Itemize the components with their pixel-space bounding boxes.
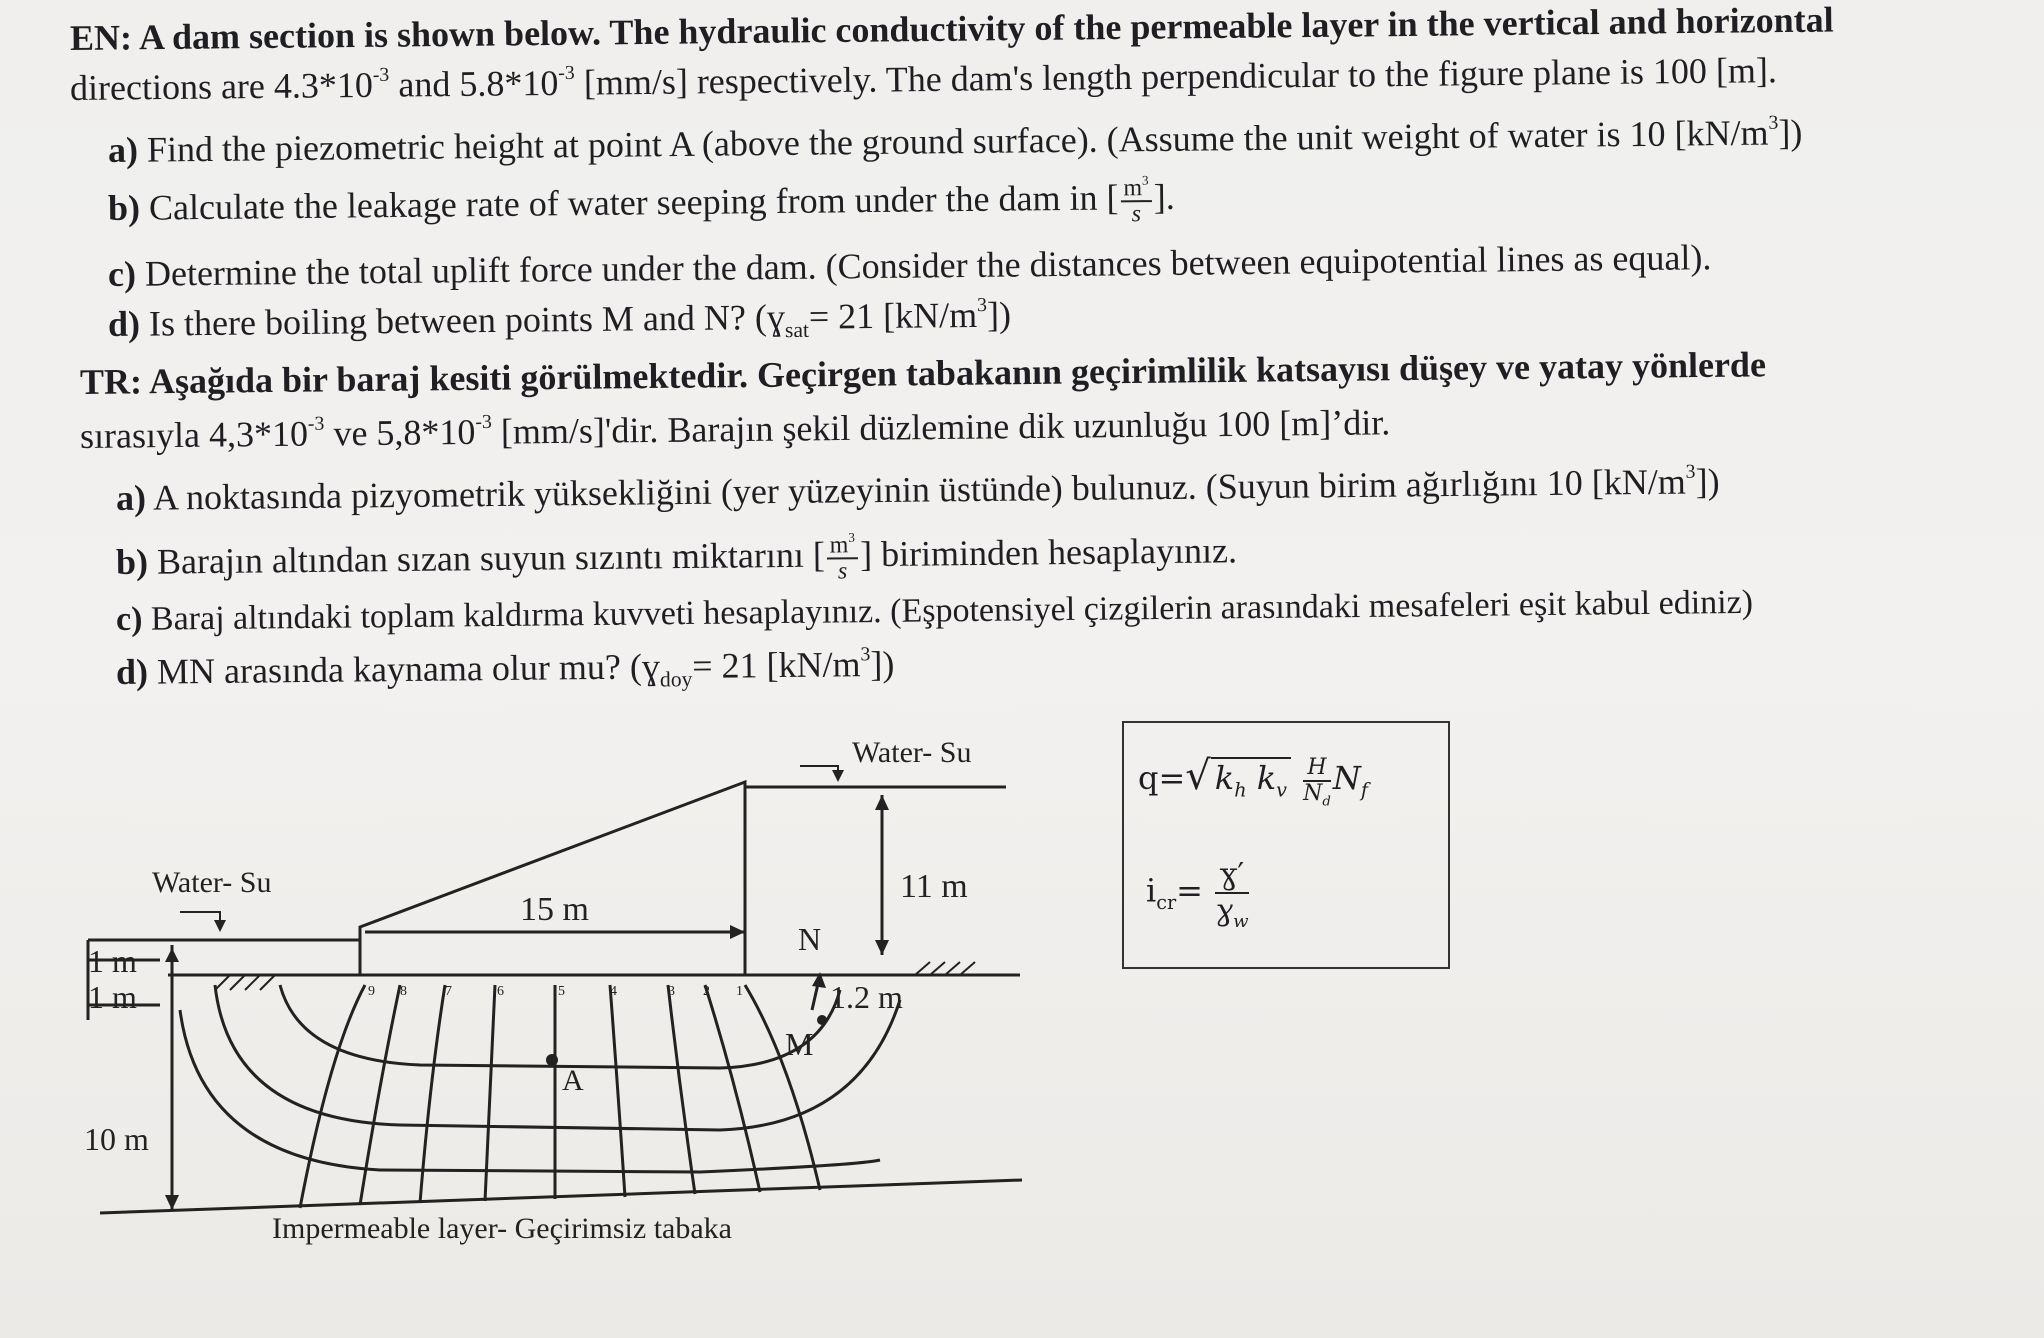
impermeable-line — [100, 1180, 1022, 1213]
dim-1m-bottom-label: 1 m — [88, 979, 137, 1015]
arrow-11m-down — [875, 940, 889, 955]
water-label-right: Water- Su — [852, 736, 972, 769]
equipotential-6 — [485, 985, 495, 1201]
tr-intro-text: TR: Aşağıda bir baraj kesiti görülmektedir. Geçirgen tabakanın geçirimlilik katsayısı düşey ve yatay yönlerde — [79, 344, 1767, 402]
flow-line-3 — [180, 1010, 880, 1172]
exp: 3 — [1685, 460, 1696, 483]
formula-box — [1122, 721, 1450, 969]
gamma-sub: sat — [784, 317, 810, 343]
question-text: Baraj altındaki toplam kaldırma kuvveti hesaplayınız. (Eşpotensiyel çizgilerin arasındaki mesafeleri eşit kabul ediniz) — [150, 583, 1754, 638]
sqrt-sign: √ — [1185, 753, 1211, 799]
arrow-1m-up — [165, 948, 179, 962]
question-text-2: = 21 [kN/m — [808, 294, 978, 337]
question-label: c) — [107, 253, 137, 294]
dim-11m-label: 11 m — [900, 868, 968, 905]
question-text-2: = 21 [kN/m — [692, 644, 861, 686]
arrow-15m-right — [730, 925, 745, 939]
arrow-11m-up — [875, 795, 889, 810]
question-end: ]) — [1778, 112, 1803, 153]
question-end: ]) — [1695, 461, 1720, 502]
frac-den: s — [837, 558, 848, 585]
k: k — [1256, 759, 1277, 797]
dam-body — [360, 782, 745, 975]
dim-15m-label: 15 m — [520, 891, 589, 928]
eq-num: 8 — [400, 984, 407, 999]
eq-num: 2 — [703, 984, 710, 999]
gamma-prime: ɣ′ — [1215, 858, 1248, 894]
gamma-w — [1215, 893, 1249, 932]
seepage-formula — [1138, 753, 1368, 809]
tr-kv-text: sırasıyla 4,3*10 — [79, 413, 309, 456]
equipotential-9 — [300, 985, 365, 1208]
question-end: ]) — [986, 294, 1012, 335]
impermeable-label: Impermeable layer- Geçirimsiz tabaka — [272, 1212, 732, 1245]
eq-num: 4 — [610, 984, 617, 999]
label-N: N — [798, 921, 822, 957]
frac-den: s — [1131, 200, 1142, 228]
question-text: Is there boiling between points M and N? (ɣ — [148, 296, 786, 344]
tr-length-text: [mm/s]'dir. Barajın şekil düzlemine dik uzunluğu 100 [m]’dir. — [491, 402, 1391, 452]
en-intro-text: EN: A dam section is shown below. The hydraulic conductivity of the permeable layer in the vertical and horizontal — [69, 0, 1834, 58]
sqrt-content — [1211, 757, 1291, 802]
question-label: d) — [107, 303, 141, 344]
k: k — [1214, 759, 1235, 797]
question-text: Barajın altından sızan suyun sızıntı miktarını [ — [156, 534, 826, 582]
H-over-Nd — [1303, 754, 1331, 809]
question-text: A noktasında pizyometrik yüksekliğini (yer yüzeyinin üstünde) bulunuz. (Suyun birim ağırlığını 10 [kN/m — [152, 461, 1686, 518]
en-exp: -3 — [558, 61, 575, 85]
equipotential-8 — [360, 985, 400, 1205]
water-label-left: Water- Su — [152, 866, 272, 899]
arrow-10m-down — [165, 1195, 179, 1210]
en-exp: -3 — [372, 63, 390, 86]
equipotential-2 — [705, 985, 760, 1192]
question-label: a) — [115, 477, 147, 518]
i-equals: = — [1176, 871, 1203, 910]
i-letter: i — [1146, 871, 1157, 910]
eq-num: 1 — [736, 984, 743, 999]
exp: 3 — [1768, 111, 1779, 134]
k-h-sub: h — [1234, 778, 1247, 802]
exp: 3 — [860, 643, 871, 666]
question-end: ]) — [870, 643, 895, 685]
point-A-dot — [546, 1054, 558, 1066]
eq-num: 9 — [368, 984, 375, 999]
frac-H: H — [1303, 756, 1331, 782]
question-label: b) — [107, 187, 141, 228]
gamma-sub: doy — [659, 667, 693, 692]
gamma-w-sub: w — [1233, 911, 1249, 932]
en-kh-text: and 5.8*10 — [389, 62, 559, 105]
label-M: M — [785, 1026, 814, 1062]
en-length-text: [mm/s] respectively. The dam's length perpendicular to the figure plane is 100 [m]. — [574, 50, 1778, 103]
frac-exp: 3 — [848, 529, 855, 545]
eq-num: 7 — [445, 984, 452, 999]
dim-1m-top-label: 1 m — [88, 943, 137, 979]
i-sub: cr — [1156, 890, 1177, 914]
frac-num: m — [1123, 174, 1143, 202]
eq-num: 5 — [558, 984, 565, 999]
water-arrow-left-stem — [180, 912, 220, 925]
equipotential-3 — [668, 985, 695, 1194]
question-text: Find the piezometric height at point A (above the ground surface). (Assume the unit weight of water is 10 [kN/m — [146, 112, 1769, 170]
equipotential-4 — [610, 985, 625, 1197]
question-end: ]. — [1153, 176, 1175, 218]
question-text: Calculate the leakage rate of water seeping from under the dam in [ — [148, 177, 1119, 228]
tr-kh-text: ve 5,8*10 — [324, 411, 476, 454]
point-M-dot — [817, 1015, 827, 1025]
question-label: c) — [115, 600, 143, 638]
frac-Nd — [1303, 780, 1331, 809]
Nd: N — [1303, 780, 1323, 806]
critical-gradient-formula — [1146, 857, 1251, 932]
question-end: ] biriminden hesaplayınız. — [859, 530, 1238, 575]
eq-num: 6 — [497, 984, 504, 999]
Nf — [1332, 759, 1368, 802]
frac-exp: 3 — [1141, 172, 1149, 188]
en-kv-text: directions are 4.3*10 — [69, 64, 374, 108]
q-lhs: q= — [1138, 759, 1186, 797]
dim-10m-label: 10 m — [84, 1121, 149, 1157]
question-label: d) — [115, 651, 149, 692]
question-text: Determine the total uplift force under the dam. (Consider the distances between equipotential lines as equal). — [144, 237, 1712, 294]
frac-num: m — [829, 532, 849, 559]
eq-num: 3 — [668, 984, 675, 999]
tr-exp: -3 — [475, 410, 492, 434]
gamma-fraction — [1215, 857, 1249, 932]
tr-exp: -3 — [307, 412, 325, 435]
gamma-w-letter: ɣ — [1215, 893, 1234, 928]
exp: 3 — [976, 293, 988, 317]
label-A: A — [562, 1064, 584, 1097]
dim-1-2m-label: 1.2 m — [830, 979, 903, 1015]
question-text: MN arasında kaynama olur mu? (ɣ — [156, 646, 661, 692]
question-label: b) — [115, 541, 149, 582]
equipotential-1 — [745, 985, 820, 1190]
Nd-sub: d — [1322, 793, 1331, 809]
Nf-letter: N — [1332, 759, 1361, 797]
question-label: a) — [107, 129, 139, 170]
Nf-sub: f — [1360, 778, 1368, 802]
k-v-sub: v — [1276, 778, 1287, 802]
